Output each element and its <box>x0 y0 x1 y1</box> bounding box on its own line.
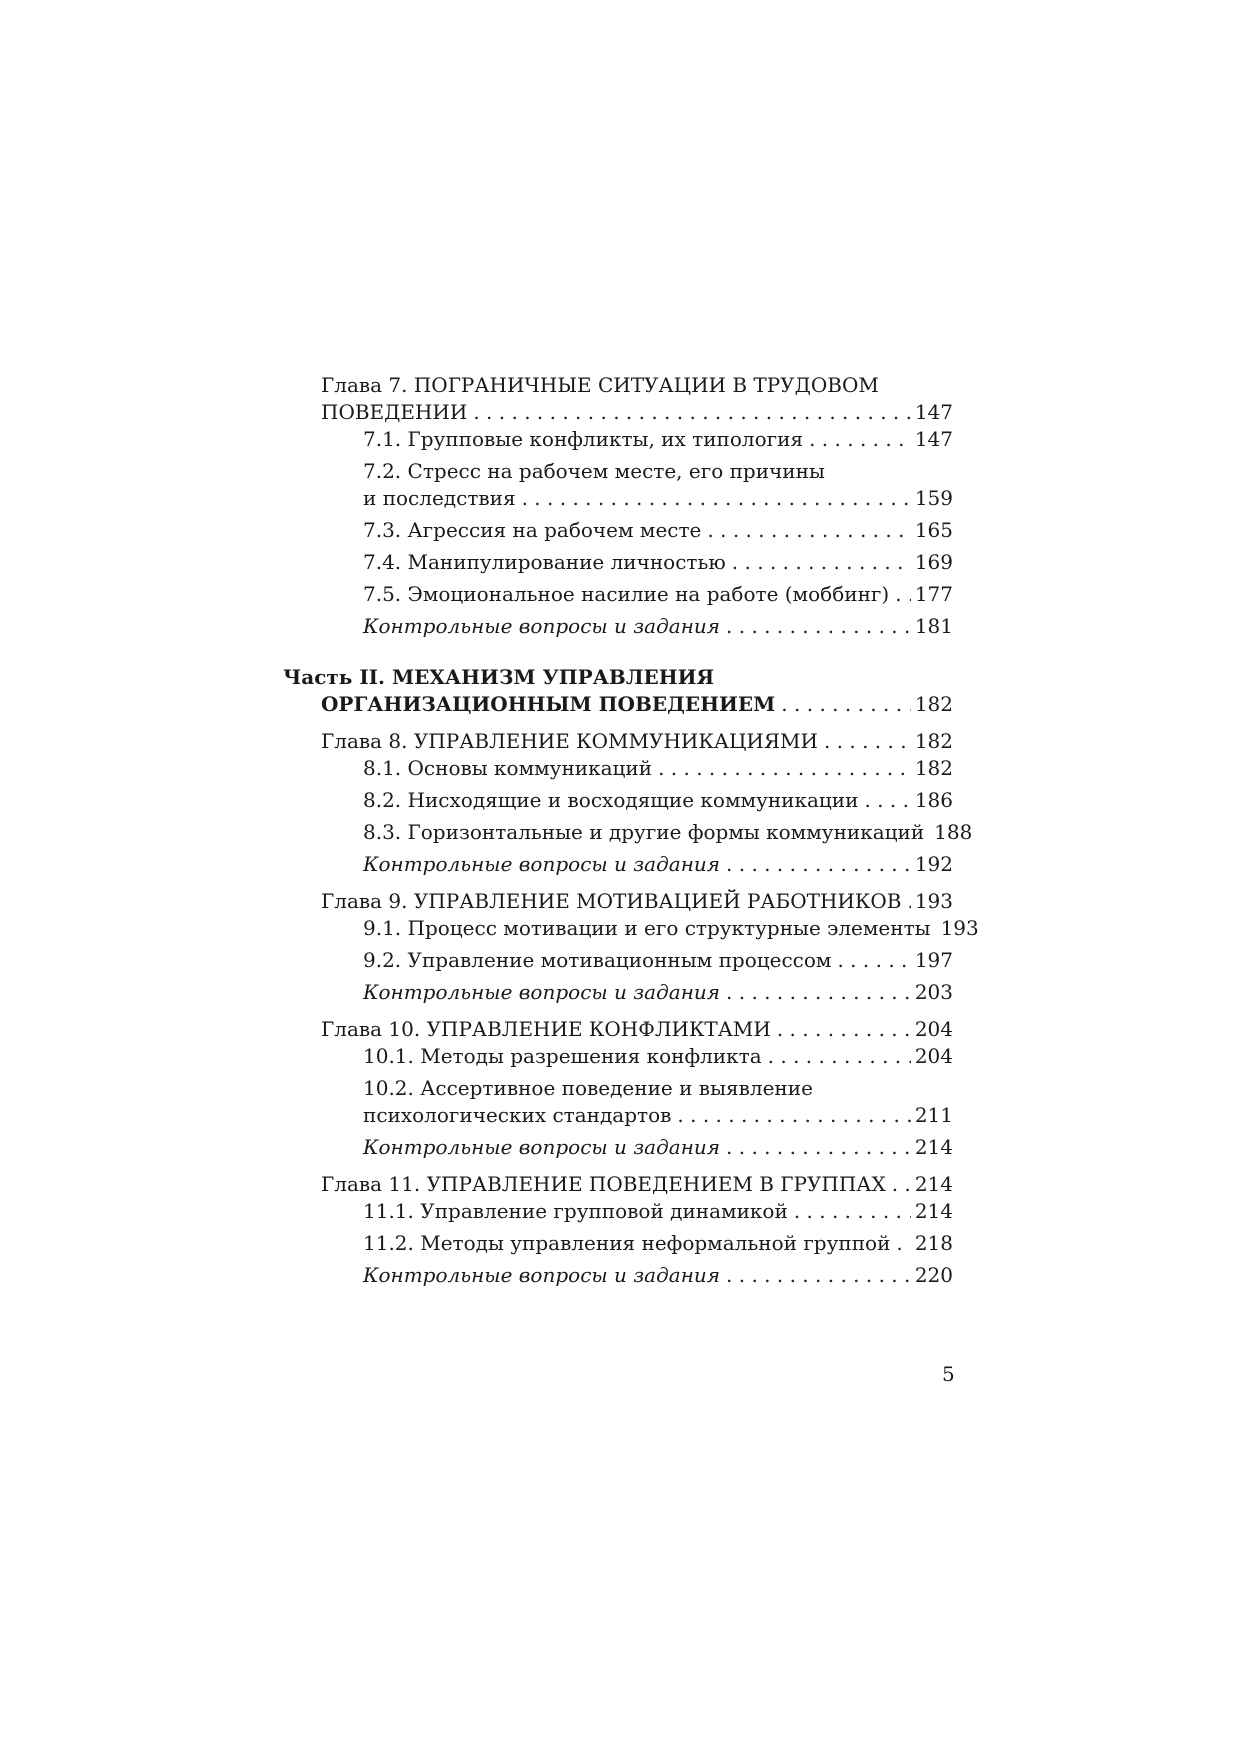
toc-page-number: 182 <box>914 756 953 780</box>
toc-questions-title: Контрольные вопросы и задания <box>363 1135 721 1159</box>
toc-chapter-9[interactable] <box>283 888 953 915</box>
toc-section-title: 11.1. Управление групповой динамикой <box>363 1199 788 1223</box>
toc-section-7-4[interactable] <box>283 549 953 576</box>
toc-page-number: 197 <box>914 948 953 972</box>
toc-questions-title: Контрольные вопросы и задания <box>363 980 721 1004</box>
toc-leader-dots <box>892 1171 911 1198</box>
toc-questions-title: Контрольные вопросы и задания <box>363 1263 721 1287</box>
toc-section-10-2[interactable] <box>283 1075 953 1129</box>
toc-page-number: 218 <box>914 1231 953 1255</box>
toc-leader-dots <box>824 728 911 755</box>
toc-section-title-line2: и последствия <box>363 486 516 510</box>
toc-section-title: 8.2. Нисходящие и восходящие коммуникации <box>363 788 859 812</box>
toc-section-title: 9.2. Управление мотивационным процессом <box>363 948 832 972</box>
toc-chapter-7-title-line2: ПОВЕДЕНИИ <box>321 400 468 424</box>
toc-page-number: 181 <box>914 614 953 638</box>
toc-section-title-line1: 10.2. Ассертивное поведение и выявление <box>363 1076 813 1100</box>
toc-section-title: 7.5. Эмоциональное насилие на работе (моббинг) <box>363 582 890 606</box>
toc-section-7-5[interactable] <box>283 581 953 608</box>
toc-page-number: 147 <box>914 427 953 451</box>
toc-section-title: 7.1. Групповые конфликты, их типология <box>363 427 804 451</box>
table-of-contents <box>283 372 979 1289</box>
toc-leader-dots <box>768 1043 911 1070</box>
toc-leader-dots <box>732 549 911 576</box>
toc-leader-dots <box>726 1262 911 1289</box>
toc-chapter-8[interactable] <box>283 728 953 755</box>
toc-section-title: 8.3. Горизонтальные и другие формы коммуникаций <box>363 820 925 844</box>
toc-page-number: 214 <box>914 1199 953 1223</box>
toc-leader-dots <box>707 517 910 544</box>
toc-leader-dots <box>473 399 910 426</box>
toc-leader-dots <box>794 1198 911 1225</box>
toc-section-7-3[interactable] <box>283 517 953 544</box>
toc-leader-dots <box>726 613 911 640</box>
toc-chapter-title: Глава 10. УПРАВЛЕНИЕ КОНФЛИКТАМИ <box>321 1017 771 1041</box>
toc-section-title: 10.1. Методы разрешения конфликта <box>363 1044 762 1068</box>
toc-page-number: 169 <box>914 550 953 574</box>
toc-page-number: 192 <box>914 852 953 876</box>
toc-page-number: 211 <box>914 1103 953 1127</box>
toc-page-number: 220 <box>914 1263 953 1287</box>
toc-leader-dots <box>895 581 911 608</box>
toc-section-11-1[interactable] <box>283 1198 953 1225</box>
toc-section-7-2[interactable] <box>283 458 953 512</box>
toc-leader-dots <box>809 426 911 453</box>
toc-page-number: 193 <box>940 916 979 940</box>
toc-section-7-1[interactable] <box>283 426 953 453</box>
toc-section-8-2[interactable] <box>283 787 953 814</box>
toc-page-number: 147 <box>914 400 953 424</box>
toc-section-title: 9.1. Процесс мотивации и его структурные элементы <box>363 916 931 940</box>
toc-page-number: 214 <box>914 1172 953 1196</box>
toc-leader-dots <box>777 1016 911 1043</box>
toc-part-2-title-line1: Часть II. МЕХАНИЗМ УПРАВЛЕНИЯ <box>283 665 715 689</box>
toc-section-title: 11.2. Методы управления неформальной группой <box>363 1231 891 1255</box>
toc-leader-dots <box>864 787 910 814</box>
toc-page-number: 182 <box>914 692 953 716</box>
toc-section-8-1[interactable] <box>283 755 953 782</box>
toc-page-number: 203 <box>914 980 953 1004</box>
toc-section-title: 7.3. Агрессия на рабочем месте <box>363 518 702 542</box>
toc-chapter-title: Глава 9. УПРАВЛЕНИЕ МОТИВАЦИЕЙ РАБОТНИКОВ <box>321 889 902 913</box>
toc-chapter-title: Глава 8. УПРАВЛЕНИЕ КОММУНИКАЦИЯМИ <box>321 729 818 753</box>
toc-section-8-3[interactable] <box>283 819 973 846</box>
toc-part-2[interactable] <box>283 664 953 718</box>
toc-page-number: 188 <box>934 820 973 844</box>
toc-section-title: 7.4. Манипулирование личностью <box>363 550 726 574</box>
toc-page-number: 186 <box>914 788 953 812</box>
toc-page-number: 182 <box>914 729 953 753</box>
toc-leader-dots <box>522 485 911 512</box>
toc-leader-dots <box>677 1102 910 1129</box>
toc-section-title-line1: 7.2. Стресс на рабочем месте, его причины <box>363 459 825 483</box>
toc-leader-dots <box>837 947 910 974</box>
toc-chapter-7-title-line1: Глава 7. ПОГРАНИЧНЫЕ СИТУАЦИИ В ТРУДОВОМ <box>321 373 879 397</box>
toc-page-number: 165 <box>914 518 953 542</box>
toc-leader-dots <box>907 888 910 915</box>
toc-questions-10[interactable] <box>283 1134 953 1161</box>
page-number: 5 <box>942 1362 955 1386</box>
toc-leader-dots <box>726 1134 911 1161</box>
toc-page-number: 159 <box>914 486 953 510</box>
toc-questions-11[interactable] <box>283 1262 953 1289</box>
toc-section-title-line2: психологических стандартов <box>363 1103 672 1127</box>
toc-section-9-2[interactable] <box>283 947 953 974</box>
toc-section-10-1[interactable] <box>283 1043 953 1070</box>
toc-page-number: 177 <box>914 582 953 606</box>
toc-leader-dots <box>726 979 911 1006</box>
toc-page-number: 214 <box>914 1135 953 1159</box>
toc-leader-dots <box>781 691 911 718</box>
toc-chapter-10[interactable] <box>283 1016 953 1043</box>
toc-page-number: 204 <box>914 1017 953 1041</box>
toc-section-11-2[interactable] <box>283 1230 953 1257</box>
toc-section-9-1[interactable] <box>283 915 979 942</box>
toc-leader-dots <box>896 1230 910 1257</box>
toc-chapter-7[interactable] <box>283 372 953 426</box>
toc-chapter-11[interactable] <box>283 1171 953 1198</box>
toc-leader-dots <box>658 755 911 782</box>
toc-questions-title: Контрольные вопросы и задания <box>363 852 721 876</box>
toc-questions-8[interactable] <box>283 851 953 878</box>
toc-questions-title: Контрольные вопросы и задания <box>363 614 721 638</box>
toc-chapter-title: Глава 11. УПРАВЛЕНИЕ ПОВЕДЕНИЕМ В ГРУППАХ <box>321 1172 886 1196</box>
toc-leader-dots <box>726 851 911 878</box>
toc-section-title: 8.1. Основы коммуникаций <box>363 756 653 780</box>
toc-part-2-title-line2: ОРГАНИЗАЦИОННЫМ ПОВЕДЕНИЕМ <box>321 692 776 716</box>
toc-page-number: 193 <box>914 889 953 913</box>
toc-page-number: 204 <box>914 1044 953 1068</box>
toc-questions-7[interactable] <box>283 613 953 640</box>
toc-questions-9[interactable] <box>283 979 953 1006</box>
